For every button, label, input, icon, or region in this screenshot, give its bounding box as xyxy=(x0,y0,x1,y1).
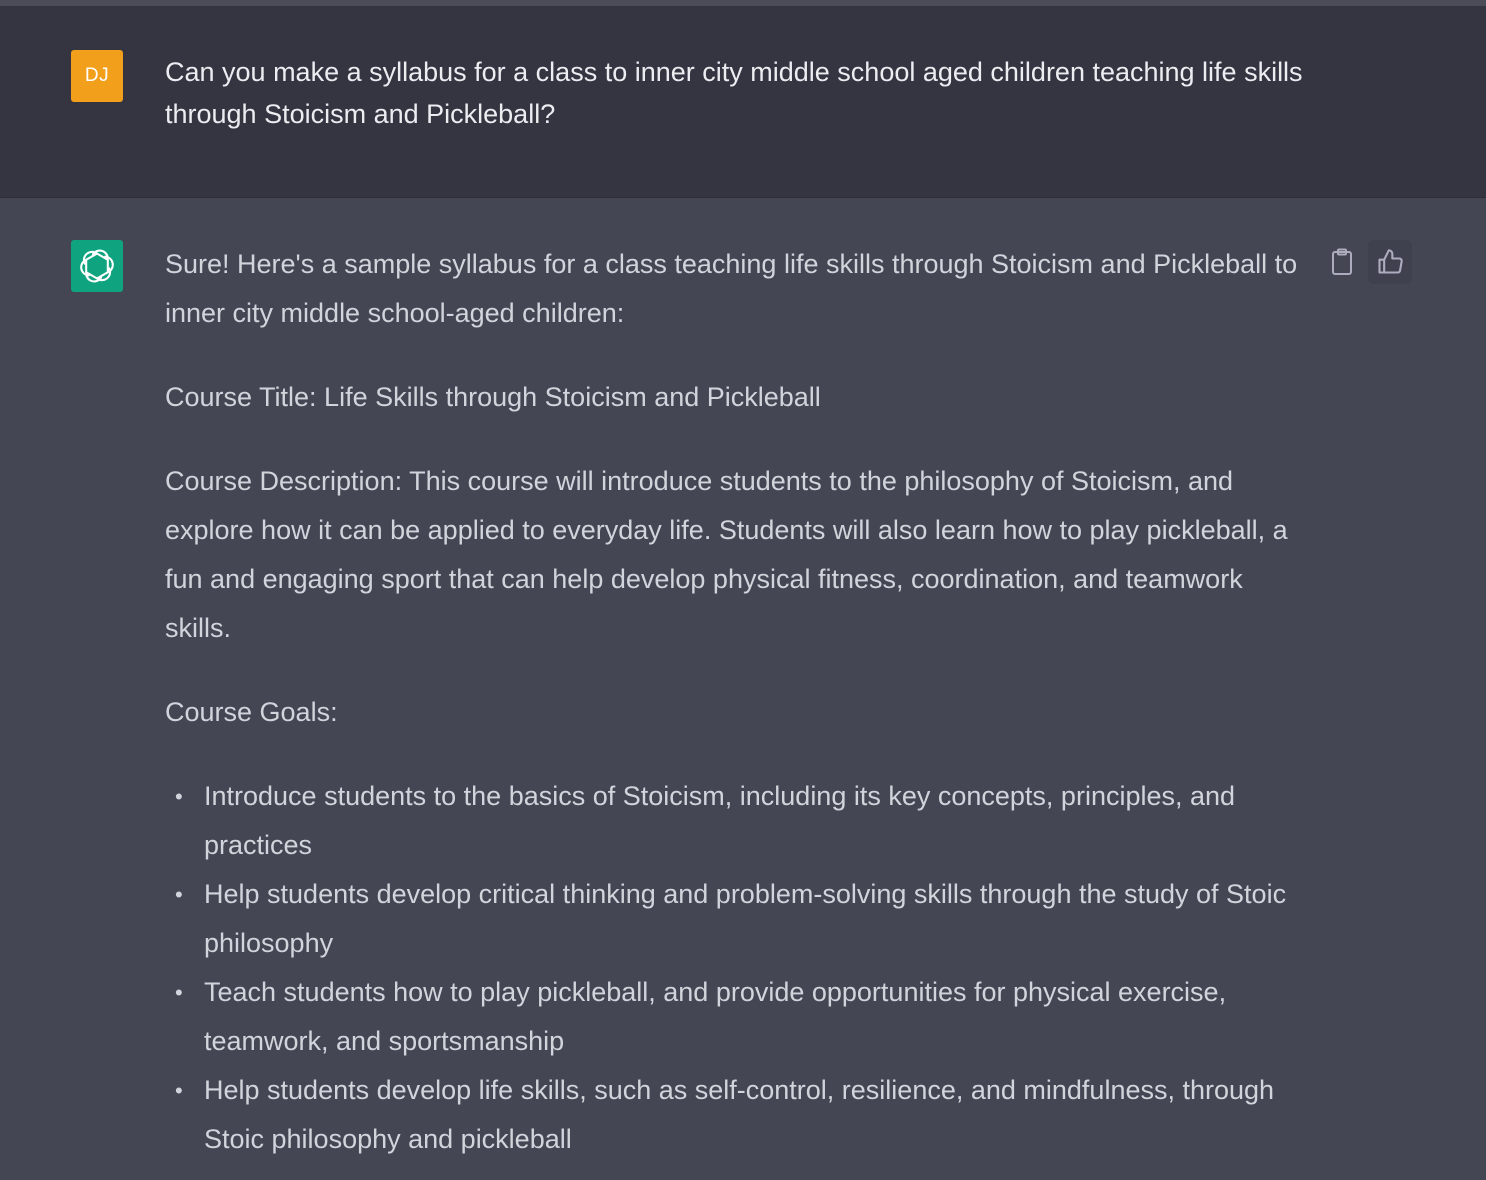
thumbs-up-icon xyxy=(1376,248,1404,276)
course-description: Course Description: This course will introduce students to the philosophy of Stoicism, and explore how it can be applied to everyday life. Students will also learn how to play pickleball, a fun and engaging sport that can help develop physical fitness, coordination, and teamwork skills. xyxy=(165,466,1288,643)
assistant-message-content xyxy=(165,240,1315,1164)
user-message-text: Can you make a syllabus for a class to inner city middle school aged children teaching life skills through Stoicism and Pickleball? xyxy=(165,57,1303,129)
user-message-row xyxy=(0,6,1486,198)
list-item: • Help students develop critical thinking and problem-solving skills through the study of Stoic philosophy xyxy=(204,870,1315,968)
message-actions xyxy=(1320,240,1412,284)
openai-logo-icon xyxy=(71,240,123,292)
user-avatar: DJ xyxy=(71,50,123,102)
copy-button[interactable] xyxy=(1320,240,1364,284)
assistant-intro: Sure! Here's a sample syllabus for a class teaching life skills through Stoicism and Pickleball to inner city middle school-aged children: xyxy=(165,249,1298,328)
course-goals-list xyxy=(165,772,1315,1164)
course-goals-heading: Course Goals: xyxy=(165,697,338,727)
list-item: • Help students develop life skills, such as self-control, resilience, and mindfulness, through Stoic philosophy and pickleball xyxy=(204,1066,1315,1164)
list-item: • Teach students how to play pickleball, and provide opportunities for physical exercise, teamwork, and sportsmanship xyxy=(204,968,1315,1066)
course-title: Course Title: Life Skills through Stoicism and Pickleball xyxy=(165,382,821,412)
assistant-message-row xyxy=(0,199,1486,1180)
clipboard-icon xyxy=(1330,248,1354,276)
list-item: • Introduce students to the basics of Stoicism, including its key concepts, principles, and practices xyxy=(204,772,1315,870)
thumbs-up-button[interactable] xyxy=(1368,240,1412,284)
